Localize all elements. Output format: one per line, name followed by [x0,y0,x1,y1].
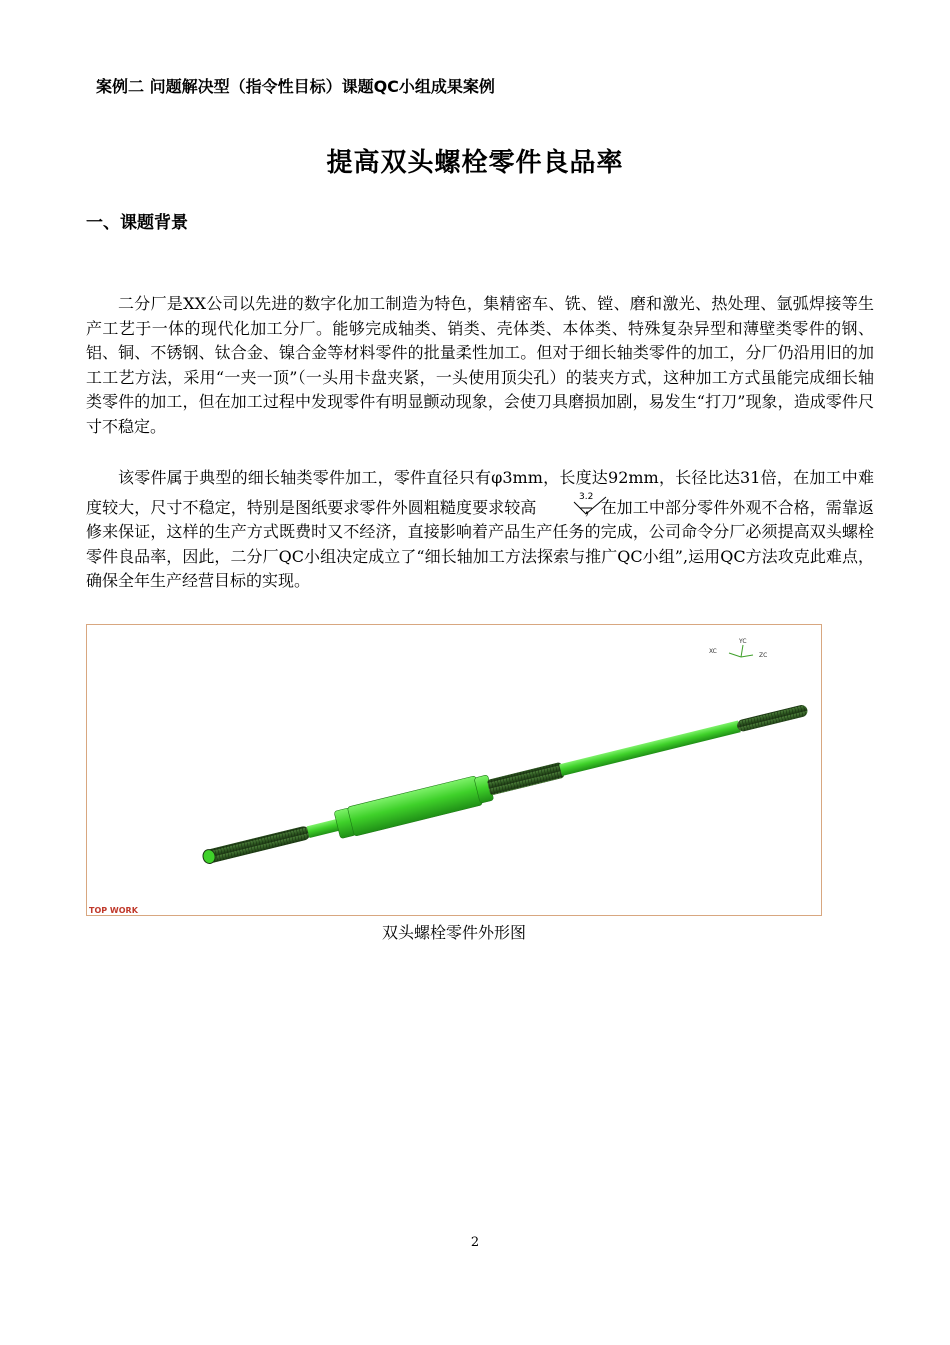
paragraph-2-text-before: 该零件属于典型的细长轴类零件加工，零件直径只有φ3mm，长度达92mm，长径比达31倍，在加工中难度较大，尺寸不稳定，特别是图纸要求零件外圆粗糙度要求较高 [86,468,874,517]
paragraph-1-text: 二分厂是XX公司以先进的数字化加工制造为特色，集精密车、铣、镗、磨和激光、热处理、氩弧焊接等生产工艺于一体的现代化加工分厂。能够完成轴类、销类、壳体类、本体类、特殊复杂异型和薄壁类零件的钢、铝、铜、不锈钢、钛合金、镍合金等材料零件的批量柔性加工。但对于细长轴类零件的加工，分厂仍沿用旧的加工工艺方法，采用“一夹一顶”（一头用卡盘夹紧，一头使用顶尖孔）的装夹方式，这种加工方式虽能完成细长轴类零件的加工，但在加工过程中发现零件有明显颤动现象，会使刀具磨损加剧，易发生“打刀”现象，造成零件尺寸不稳定。 [86,294,874,436]
axis-label-yc: YC [739,638,747,645]
section-heading: 一、课题背景 [86,213,188,233]
roughness-value: 3.2 [579,491,594,502]
axis-label-zc: ZC [759,652,768,659]
paragraph-1 [86,292,874,439]
figure-caption: 双头螺栓零件外形图 [381,923,526,942]
document-title: 提高双头螺栓零件良品率 [326,148,624,178]
coordinate-axes-icon [709,638,767,659]
axis-label-xc: XC [709,648,717,655]
software-label: TOP WORK [89,906,138,915]
stud-bolt-part [200,695,811,873]
page-number: 2 [470,1235,480,1250]
center-collar [347,776,482,837]
right-thread [736,704,809,733]
right-shaft [559,720,741,776]
paragraph-2 [86,466,874,594]
document-header: 案例二 问题解决型（指令性目标）课题QC小组成果案例 [96,77,495,96]
stud-bolt-figure [86,624,822,916]
middle-thread [487,762,565,796]
surface-roughness-symbol [540,491,594,517]
paragraph-2-text-after: ，在加工中部分零件外观不合格，需靠返修来保证，这样的生产方式既费时又不经济，直接影响着产品生产任务的完成，公司命令分厂必须提高双头螺栓零件良品率，因此，二分厂QC小组决定成立了“细长轴加工方法探索与推广QC小组”,运用QC方法攻克此难点，确保全年生产经营目标的实现。 [86,497,874,590]
left-thread [202,825,312,865]
